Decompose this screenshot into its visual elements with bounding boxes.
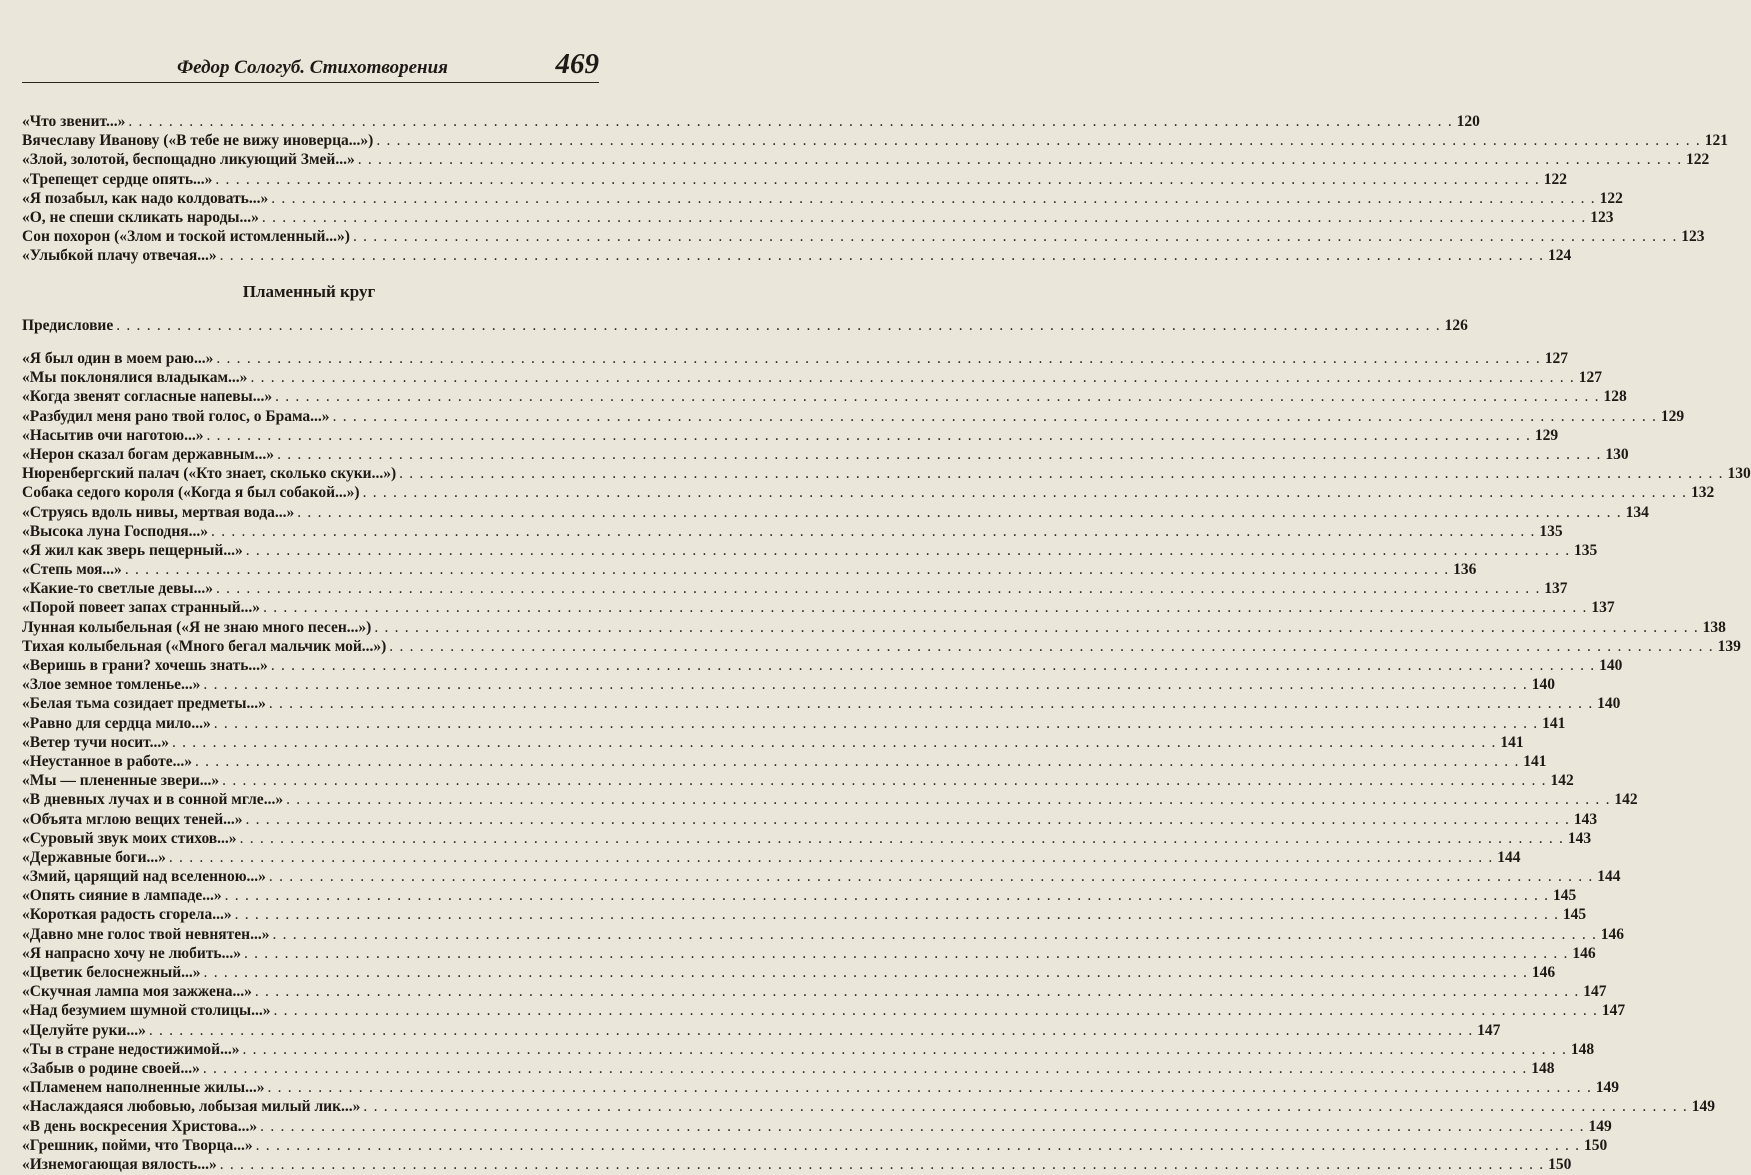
entry-title: «Что звенит...»	[22, 113, 126, 130]
toc-top-list	[22, 113, 1728, 267]
entry-page-number: 144	[1497, 848, 1521, 866]
toc-entry	[22, 829, 1592, 849]
dot-leader	[225, 887, 1550, 905]
dot-leader	[195, 753, 1520, 771]
toc-entry	[22, 1155, 1572, 1175]
toc-entry	[22, 369, 1603, 388]
toc-entry	[22, 925, 1625, 945]
entry-page-number: 147	[1583, 983, 1607, 1001]
entry-title: «Злое земное томленье...»	[22, 676, 201, 694]
entry-page-number: 124	[1547, 247, 1572, 265]
entry-page-number: 148	[1531, 1059, 1555, 1077]
entry-title: «Насытив очи наготою...»	[22, 426, 204, 444]
entry-title: «Наслаждаяся любовью, лобызая милый лик...»	[22, 1098, 361, 1116]
entry-page-number: 123	[1590, 208, 1614, 226]
dot-leader	[246, 542, 1571, 560]
toc-entry	[22, 132, 1728, 151]
entry-title: Собака седого короля («Когда я был собакой...»)	[22, 484, 360, 502]
toc-entry	[22, 1098, 1715, 1117]
toc-entry	[22, 228, 1705, 247]
toc-entry	[22, 170, 1567, 190]
dot-leader	[267, 1079, 1592, 1097]
toc-entry	[22, 503, 1649, 523]
dot-leader	[277, 446, 1602, 464]
entry-title: Вячеславу Иванову («В тебе не вижу иноверца...»)	[22, 132, 374, 150]
entry-page-number: 128	[1603, 388, 1627, 406]
entry-page-number: 126	[1444, 317, 1468, 334]
toc-entry	[22, 791, 1638, 810]
dot-leader	[211, 523, 1536, 541]
entry-title: «Неустанное в работе...»	[22, 752, 192, 770]
dot-leader	[172, 734, 1497, 752]
entry-page-number: 149	[1595, 1079, 1620, 1097]
dot-leader	[255, 983, 1580, 1001]
toc-entry	[22, 887, 1577, 906]
entry-title: «Я жил как зверь пещерный...»	[22, 541, 243, 559]
dot-leader	[169, 849, 1494, 867]
entry-title: «Ты в стране недостижимой...»	[22, 1040, 240, 1058]
entry-page-number: 146	[1572, 944, 1596, 962]
dot-leader	[269, 695, 1594, 713]
dot-leader	[240, 830, 1565, 848]
dot-leader	[272, 926, 1597, 944]
dot-leader	[333, 408, 1658, 426]
entry-title: «Мы — плененные звери...»	[22, 772, 220, 790]
toc-entry	[22, 113, 1480, 132]
entry-title: «Высока луна Господня...»	[22, 522, 209, 540]
entry-page-number: 122	[1543, 170, 1567, 188]
entry-title: «Порой повеет запах странный...»	[22, 599, 261, 617]
dot-leader	[269, 868, 1594, 886]
entry-title: «Нерон сказал богам державным...»	[22, 445, 275, 463]
toc-entry	[22, 810, 1598, 830]
entry-title: «Я был один в моем раю...»	[22, 350, 214, 367]
entry-page-number: 145	[1562, 906, 1587, 924]
entry-page-number: 140	[1531, 676, 1555, 694]
entry-title: «Ветер тучи носит...»	[22, 733, 169, 751]
dot-leader	[203, 676, 1528, 694]
entry-page-number: 141	[1500, 733, 1524, 751]
toc-entry	[22, 426, 1559, 446]
dot-leader	[242, 1041, 1567, 1059]
dot-leader	[149, 1022, 1474, 1040]
dot-leader	[116, 317, 1441, 335]
entry-title: «Струясь вдоль нивы, мертвая вода...»	[22, 503, 295, 521]
entry-title: «Изнемогающая вялость...»	[22, 1155, 217, 1173]
entry-title: «Объята мглою вещих теней...»	[22, 810, 243, 828]
entry-page-number: 143	[1567, 829, 1592, 847]
dot-leader	[214, 715, 1539, 733]
entry-page-number: 140	[1597, 695, 1621, 713]
toc-entry	[22, 1117, 1612, 1137]
entry-title: «Змий, царящий над вселенною...»	[22, 868, 266, 886]
entry-title: Предисловие	[22, 317, 114, 334]
entry-page-number: 129	[1534, 426, 1559, 444]
page-number: 469	[555, 48, 599, 80]
dot-leader	[216, 350, 1541, 368]
toc-entry	[22, 1002, 1626, 1021]
toc-entry	[22, 1059, 1555, 1079]
entry-page-number: 130	[1605, 445, 1629, 463]
entry-title: «Короткая радость сгорела...»	[22, 906, 232, 924]
entry-title: «В дневных лучах и в сонной мгле...»	[22, 791, 284, 809]
toc-entry	[22, 906, 1587, 925]
entry-title: «В день воскресения Христова...»	[22, 1117, 258, 1135]
toc-entry	[22, 637, 1741, 657]
toc-entry	[22, 445, 1629, 465]
entry-title: «Какие-то светлые девы...»	[22, 580, 213, 598]
dot-leader	[256, 1137, 1581, 1155]
dot-leader	[235, 906, 1560, 924]
entry-title: «Скучная лампа моя зажжена...»	[22, 983, 252, 1001]
dot-leader	[260, 1118, 1585, 1136]
toc-entry	[22, 657, 1623, 676]
dot-leader	[128, 113, 1453, 131]
toc-entry	[22, 752, 1547, 772]
entry-title: «Я позабыл, как надо колдовать...»	[22, 189, 269, 207]
dot-leader	[220, 1156, 1545, 1174]
entry-page-number: 150	[1548, 1155, 1572, 1173]
toc-entry	[22, 695, 1621, 714]
toc-entry	[22, 1040, 1595, 1060]
toc-entry	[22, 1136, 1608, 1156]
entry-page-number: 145	[1552, 887, 1577, 905]
entry-title: Сон похорон («Злом и тоской истомленный...»)	[22, 228, 350, 246]
entry-title: «Равно для сердца мило...»	[22, 714, 211, 732]
entry-page-number: 138	[1702, 618, 1726, 636]
entry-title: Тихая колыбельная («Много бегал мальчик мой...»)	[22, 637, 387, 655]
toc-preface	[22, 317, 1468, 336]
toc-entry	[22, 522, 1563, 542]
dot-leader	[215, 171, 1540, 189]
toc-entry	[22, 388, 1627, 407]
dot-leader	[353, 228, 1678, 246]
entry-page-number: 136	[1453, 561, 1477, 579]
entry-page-number: 147	[1477, 1021, 1501, 1039]
dot-leader	[250, 369, 1575, 387]
entry-title: Нюренбергский палач («Кто знает, сколько скуки...»)	[22, 465, 397, 483]
entry-page-number: 127	[1544, 350, 1568, 367]
entry-page-number: 141	[1523, 752, 1547, 770]
entry-title: «Целуйте руки...»	[22, 1021, 146, 1039]
entry-page-number: 135	[1539, 522, 1563, 540]
dot-leader	[286, 791, 1611, 809]
toc-entry	[22, 599, 1615, 618]
dot-leader	[216, 580, 1541, 598]
entry-title: «Опять сияние в лампаде...»	[22, 887, 222, 905]
dot-leader	[244, 945, 1569, 963]
toc-entry	[22, 772, 1574, 791]
entry-page-number: 149	[1691, 1098, 1715, 1116]
dot-leader	[363, 484, 1688, 502]
dot-leader	[206, 427, 1531, 445]
entry-page-number: 142	[1614, 791, 1638, 809]
toc-entry	[22, 714, 1566, 734]
dot-leader	[271, 657, 1596, 675]
toc-entry	[22, 407, 1685, 427]
running-title: Федор Сологуб. Стихотворения	[177, 57, 448, 78]
entry-title: «Злой, золотой, беспощадно ликующий Змей...»	[22, 151, 355, 169]
entry-page-number: 135	[1574, 541, 1598, 559]
entry-title: «Улыбкой плачу отвечая...»	[22, 247, 217, 265]
dot-leader	[363, 1098, 1688, 1116]
running-header	[22, 48, 599, 82]
entry-page-number: 149	[1588, 1117, 1612, 1135]
entry-title: «Забыв о родине своей...»	[22, 1059, 200, 1077]
entry-title: «Цветик белоснежный...»	[22, 964, 201, 981]
header-rule	[22, 82, 599, 83]
dot-leader	[389, 638, 1714, 656]
toc-entry	[22, 189, 1623, 209]
entry-page-number: 123	[1681, 228, 1705, 246]
entry-title: «Мы поклонялися владыкам...»	[22, 369, 248, 387]
section-heading: Пламенный круг	[242, 282, 376, 301]
entry-page-number: 127	[1578, 369, 1603, 387]
entry-page-number: 139	[1717, 637, 1741, 655]
dot-leader	[263, 599, 1588, 617]
dot-leader	[374, 619, 1699, 637]
toc-entry	[22, 350, 1568, 369]
dot-leader	[203, 1060, 1528, 1078]
entry-title: «О, не спеши скликать народы...»	[22, 208, 259, 226]
dot-leader	[358, 151, 1683, 169]
dot-leader	[274, 1002, 1599, 1020]
toc-entry	[22, 676, 1555, 695]
entry-page-number: 150	[1583, 1136, 1608, 1154]
entry-title: «Степь моя...»	[22, 561, 122, 579]
entry-page-number: 122	[1686, 151, 1710, 169]
entry-page-number: 143	[1573, 810, 1598, 828]
dot-leader	[204, 964, 1529, 982]
entry-page-number: 132	[1690, 484, 1715, 502]
entry-page-number: 122	[1599, 189, 1623, 207]
entry-title: «Разбудил меня рано твой голос, о Брама...»	[22, 407, 330, 425]
entry-title: «Веришь в грани? хочешь знать...»	[22, 657, 268, 674]
entry-page-number: 137	[1591, 599, 1615, 617]
toc-entry	[22, 964, 1556, 983]
toc-entry	[22, 561, 1477, 580]
entry-page-number: 121	[1704, 132, 1728, 150]
entry-title: «Давно мне голос твой невнятен...»	[22, 925, 270, 943]
entry-page-number: 130	[1727, 465, 1751, 483]
entry-title: «Пламенем наполненные жилы...»	[22, 1079, 265, 1097]
dot-leader	[399, 465, 1724, 483]
toc-entry	[22, 618, 1726, 638]
toc-entry	[22, 247, 1572, 266]
toc-entry	[22, 733, 1524, 753]
entry-page-number: 144	[1597, 868, 1621, 886]
entry-page-number: 142	[1550, 772, 1574, 790]
entry-page-number: 146	[1600, 925, 1625, 943]
dot-leader	[271, 190, 1596, 208]
toc-entry	[22, 580, 1568, 599]
entry-title: «Белая тьма созидает предметы...»	[22, 695, 266, 713]
dot-leader	[297, 504, 1622, 522]
toc-main-section	[22, 350, 1751, 1175]
dot-leader	[275, 388, 1600, 406]
entry-title: «Суровый звук моих стихов...»	[22, 829, 237, 847]
dot-leader	[220, 247, 1545, 265]
entry-title: «Я напрасно хочу не любить...»	[22, 944, 241, 962]
toc-entry	[22, 208, 1614, 228]
toc-main-list	[22, 350, 1751, 1175]
dot-leader	[222, 772, 1547, 790]
entry-page-number: 140	[1599, 657, 1623, 674]
entry-title: «Грешник, пойми, что Творца...»	[22, 1136, 253, 1154]
entry-page-number: 120	[1456, 113, 1480, 130]
toc-entry	[22, 465, 1751, 484]
entry-page-number: 134	[1625, 503, 1649, 521]
toc-entry	[22, 541, 1598, 561]
entry-title: «Когда звенят согласные напевы...»	[22, 388, 273, 406]
dot-leader	[376, 132, 1701, 150]
toc-top-section	[22, 113, 1728, 267]
entry-title: «Над безумием шумной столицы...»	[22, 1002, 271, 1020]
entry-title: «Трепещет сердце опять...»	[22, 170, 213, 188]
entry-title: «Державные боги...»	[22, 848, 166, 866]
toc-entry	[22, 1079, 1620, 1098]
toc-entry	[22, 151, 1710, 170]
entry-page-number: 147	[1601, 1002, 1626, 1020]
toc-entry	[22, 944, 1596, 964]
dot-leader	[246, 811, 1571, 829]
toc-entry	[22, 1021, 1501, 1041]
entry-page-number: 129	[1660, 407, 1685, 425]
dot-leader	[125, 561, 1450, 579]
toc-entry	[22, 484, 1715, 503]
toc-entry	[22, 848, 1521, 868]
toc-entry-preface	[22, 317, 1468, 336]
dot-leader	[262, 209, 1587, 227]
toc-entry	[22, 983, 1607, 1002]
entry-page-number: 141	[1542, 714, 1566, 732]
entry-page-number: 146	[1531, 964, 1556, 981]
entry-page-number: 137	[1544, 580, 1568, 598]
entry-title: Лунная колыбельная («Я не знаю много песен...»)	[22, 618, 372, 636]
toc-entry	[22, 868, 1621, 887]
entry-page-number: 148	[1570, 1040, 1595, 1058]
